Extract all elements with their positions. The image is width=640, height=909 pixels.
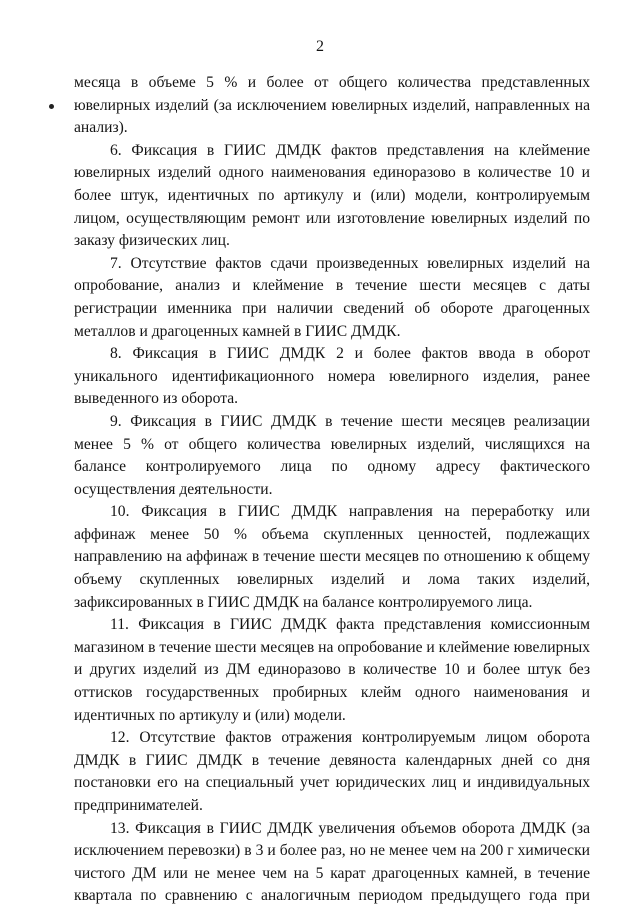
paragraph-item-12: 12. Отсутствие фактов отражения контролируемым лицом оборота ДМДК в ГИИС ДМДК в течение девяноста календарных дней со дня постановки его на специальный учет юридических лиц и индивидуальных предпринимателей. [74,729,590,814]
paragraph-item-6: 6. Фиксация в ГИИС ДМДК фактов представления на клеймение ювелирных изделий одного наименования единоразово в количестве 10 и более штук, идентичных по артикулу и (или) модели, контролируемым лицом, осуществляющим ремонт или изготовление ювелирных изделий по заказу физических лиц. [74,141,590,250]
document-body [74,72,590,908]
margin-dot-mark [49,104,54,109]
paragraph-item-8: 8. Фиксация в ГИИС ДМДК 2 и более фактов ввода в оборот уникального идентификационного номера ювелирного изделия, ранее выведенного из оборота. [74,345,590,408]
paragraph-item-13: 13. Фиксация в ГИИС ДМДК увеличения объемов оборота ДМДК (за исключением перевозки) в 3 и более раз, но не менее чем на 200 г химически чистого ДМ или не менее чем на 5 карат драгоценных камней, в течение квартала по сравнению с аналогичным периодом предыдущего года при [74,819,590,905]
paragraph-continuation: месяца в объеме 5 % и более от общего количества представленных ювелирных изделий (за исключением ювелирных изделий, направленных на анализ). [74,74,590,137]
paragraph-item-7: 7. Отсутствие фактов сдачи произведенных ювелирных изделий на опробование, анализ и клеймение в течение шести месяцев с даты регистрации именника при наличии сведений об обороте драгоценных металлов и драгоценных камней в ГИИС ДМДК. [74,254,590,340]
page-number: 2 [316,38,324,55]
paragraph-item-11: 11. Фиксация в ГИИС ДМДК факта представления комиссионным магазином в течение шести месяцев на опробование и клеймение ювелирных и других изделий из ДМ единоразово в количестве 10 и более штук без оттисков государственных пробирных клейм одного наименования и идентичных по артикулу и (или) модели. [74,616,590,724]
paragraph-item-10: 10. Фиксация в ГИИС ДМДК направления на переработку или аффинаж менее 50 % объема скупленных ценностей, подлежащих направлению на аффинаж в течение шести месяцев по отношению к общему объему скупленных ювелирных изделий и лома таких изделий, зафиксированных в ГИИС ДМДК на балансе контролируемого лица. [74,503,590,611]
paragraph-item-9: 9. Фиксация в ГИИС ДМДК в течение шести месяцев реализации менее 5 % от общего количества ювелирных изделий, числящихся на балансе контролируемого лица по одному адресу фактического осуществления деятельности. [74,412,590,498]
